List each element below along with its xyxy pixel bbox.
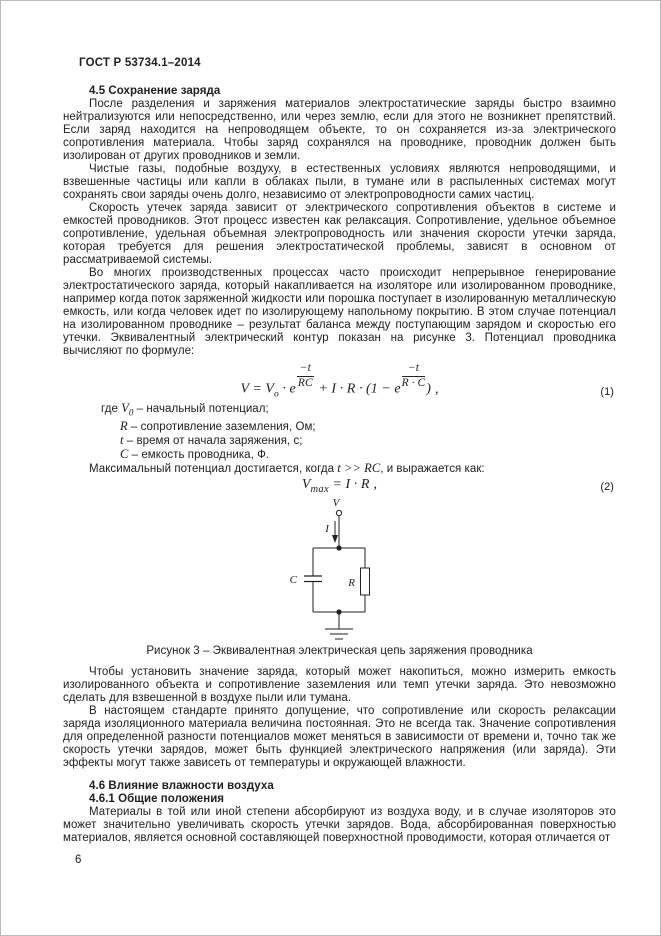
- equivalent-circuit-diagram: [63, 497, 616, 643]
- formula-legend-lead: где $V_0$ – начальный потенциал;: [101, 401, 269, 418]
- paragraph-standard-assumption: В настоящем стандарте принято допущение, что сопротивление или скорость релаксации заряда изоляционного материала величина постоянная. Это не всегда так. Значение сопротивления для определенной разности потенциалов может меняться в зависимости от времени и, точно так же скорость утечки зарядов, может быть функцией электрического напряжения (или заряда). Эти эффекты могут также зависеть от температуры и окружающей влажности.: [63, 705, 616, 769]
- formula-2: [63, 478, 616, 496]
- junction-dot-top: [336, 545, 341, 550]
- page-number: 6: [75, 854, 82, 866]
- paragraph-measure-charge: Чтобы установить значение заряда, который может накопиться, можно измерить емкость изолированного объекта и сопротивление заземления или темп утечки заряда. Это невозможно сделать для взвешенной в воздухе пыли или тумана.: [63, 666, 616, 704]
- section-4-5-heading: 4.5 Сохранение заряда: [89, 85, 221, 97]
- resistor-symbol: [361, 568, 370, 595]
- capacitor-symbol: [304, 576, 322, 582]
- label-current: I: [325, 523, 329, 535]
- paragraph-charge-retention-1: После разделения и заряжения материалов электростатические заряды быстро взаимно нейтрализуются или непосредственно, или через землю, если для этого не возникнет препятствий. Если заряд находится на непроводящем объекте, то он сохраняется из-за электрического сопротивления материала. Чтобы заряд сохранялся на проводнике, проводник должен быть изолирован от других проводников и земли.: [63, 98, 616, 162]
- page-content: [63, 85, 616, 845]
- paragraph-humidity: Материалы в той или иной степени абсорбируют из воздуха воду, и в случае изоляторов это может значительно увеличивать скорость утечки зарядов. Вода, абсорбированная поверхностью материалов, является основной составляющей поверхностной проводимости, которая отличается от: [63, 806, 616, 844]
- figure-3: [63, 497, 616, 658]
- terminal-node: [336, 510, 341, 515]
- formula-2-expression: $V_{max} = I \cdot R$ ,: [301, 476, 378, 495]
- formula-1: [63, 363, 616, 400]
- formula-legend-item-c: C – емкость проводника, Ф.: [120, 446, 270, 461]
- formula-1-exponent-1: $\frac{-t}{RC}$: [297, 362, 313, 389]
- paragraph-charge-retention-2: Чистые газы, подобные воздуху, в естественных условиях являются непроводящими, и взвешенные частицы или капли в облаках пыли, в тумане или в распыленных системах могут сохранять свои заряды очень долго, независимо от электропроводности самих частиц.: [63, 163, 616, 201]
- figure-3-caption: Рисунок 3 – Эквивалентная электрическая цепь заряжения проводника: [146, 645, 533, 657]
- inline-math-t-rc: t >> RC: [337, 460, 381, 475]
- current-arrowhead: [332, 535, 338, 543]
- paragraph-charge-retention-4: Во многих производственных процессах часто происходит непрерывное генерирование электростатического заряда, который накапливается на изоляторе или изолированном проводнике, например когда поток заряженной жидкости или порошка поступает в изолированную металлическую емкость, или когда человек идет по изолирующему напольному покрытию. В этом случае потенциал на изолированном проводнике – результат баланса между поступающим зарядом и скоростью его утечки. Эквивалентный электрический контур показан на рисунке 3. Потенциал проводника вычисляют по формуле:: [63, 267, 616, 357]
- formula-1-exponent-2: $\frac{-t}{R \cdot C}$: [401, 362, 426, 389]
- formula-2-number: (2): [600, 481, 614, 493]
- label-voltage: V: [332, 497, 340, 509]
- running-header: ГОСТ Р 53734.1–2014: [79, 57, 201, 69]
- formula-1-expression: $V = V_о \cdot e$ $\frac{-t}{RC}$ + I · R · (1 − e $\frac{-t}{R \cdot C}$ ) ,: [240, 362, 439, 400]
- paragraph-max-potential: Максимальный потенциал достигается, когда t >> RC, и выражается как:: [89, 460, 485, 475]
- paragraph-charge-retention-3: Скорость утечек заряда зависит от электрического сопротивления объектов в системе и емкостей проводников. Этот процесс известен как релаксация. Сопротивление, удельное объемное сопротивление, удельная объемная электропроводность или значения скорости утечки заряда, которая требуется для решения электростатической проблемы, зависят в основном от рассматриваемой системы.: [63, 202, 616, 266]
- label-capacitance: C: [289, 574, 297, 586]
- formula-legend-item-t: t – время от начала заряжения, с;: [120, 432, 303, 447]
- symbol-v0: $V_0$: [121, 401, 134, 418]
- formula-1-number: (1): [600, 386, 614, 398]
- ground-icon: [325, 612, 353, 639]
- section-4-6-heading: 4.6 Влияние влажности воздуха: [89, 780, 274, 792]
- section-4-6-1-heading: 4.6.1 Общие положения: [89, 793, 225, 805]
- formula-legend-item-r: R – сопротивление заземления, Ом;: [120, 418, 316, 433]
- label-resistance: R: [348, 577, 355, 589]
